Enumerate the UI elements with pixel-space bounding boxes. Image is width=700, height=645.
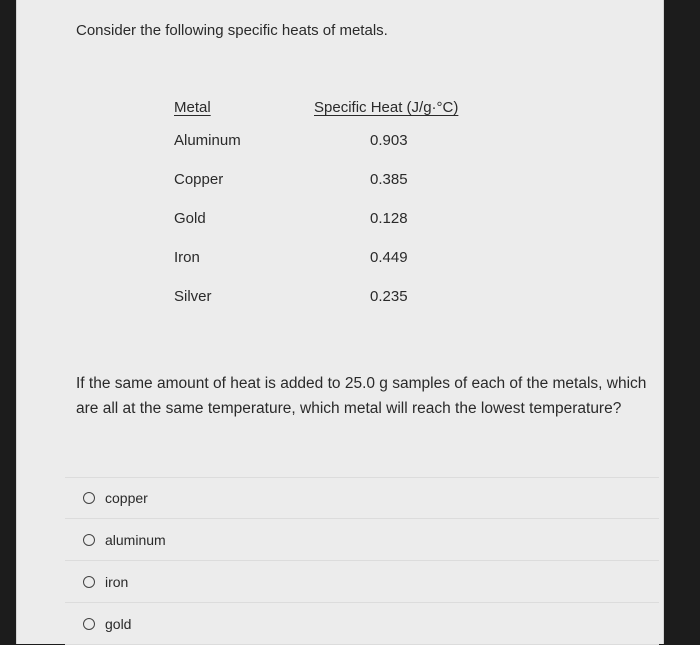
table-row: [174, 238, 514, 277]
specific-heat-value: 0.128: [370, 210, 408, 227]
option-iron[interactable]: [65, 561, 659, 603]
metal-name: Aluminum: [174, 132, 241, 149]
specific-heat-value: 0.235: [370, 288, 408, 305]
specific-heat-value: 0.903: [370, 132, 408, 149]
radio-button-icon[interactable]: [83, 534, 95, 546]
table-row: [174, 121, 514, 160]
table-row: [174, 277, 514, 316]
metal-name: Copper: [174, 171, 224, 188]
option-copper[interactable]: [65, 477, 659, 519]
answer-options: [65, 477, 659, 645]
radio-button-icon[interactable]: [83, 576, 95, 588]
option-label: copper: [105, 490, 148, 506]
intro-text: Consider the following specific heats of metals.: [76, 22, 388, 39]
option-label: iron: [105, 573, 129, 590]
table-row: [174, 199, 514, 238]
radio-button-icon[interactable]: [83, 618, 95, 630]
metal-name: Gold: [174, 210, 206, 227]
specific-heat-value: 0.449: [370, 249, 408, 266]
table-row: [174, 160, 514, 199]
header-specific-heat: Specific Heat (J/g·°C): [314, 99, 459, 116]
option-label: aluminum: [105, 531, 166, 548]
header-metal: Metal: [174, 99, 211, 116]
specific-heat-table: [174, 99, 514, 316]
option-label: gold: [105, 615, 132, 632]
radio-button-icon[interactable]: [83, 492, 95, 504]
metal-name: Iron: [174, 249, 200, 266]
table-header: [174, 99, 514, 121]
specific-heat-value: 0.385: [370, 171, 408, 188]
question-text: If the same amount of heat is added to 25.0 g samples of each of the metals, which are all at the same temperature, which metal will reach the lowest temperature?: [76, 375, 647, 417]
question-panel: [16, 0, 664, 644]
option-aluminum[interactable]: [65, 519, 659, 561]
option-gold[interactable]: [65, 603, 659, 645]
metal-name: Silver: [174, 288, 212, 305]
